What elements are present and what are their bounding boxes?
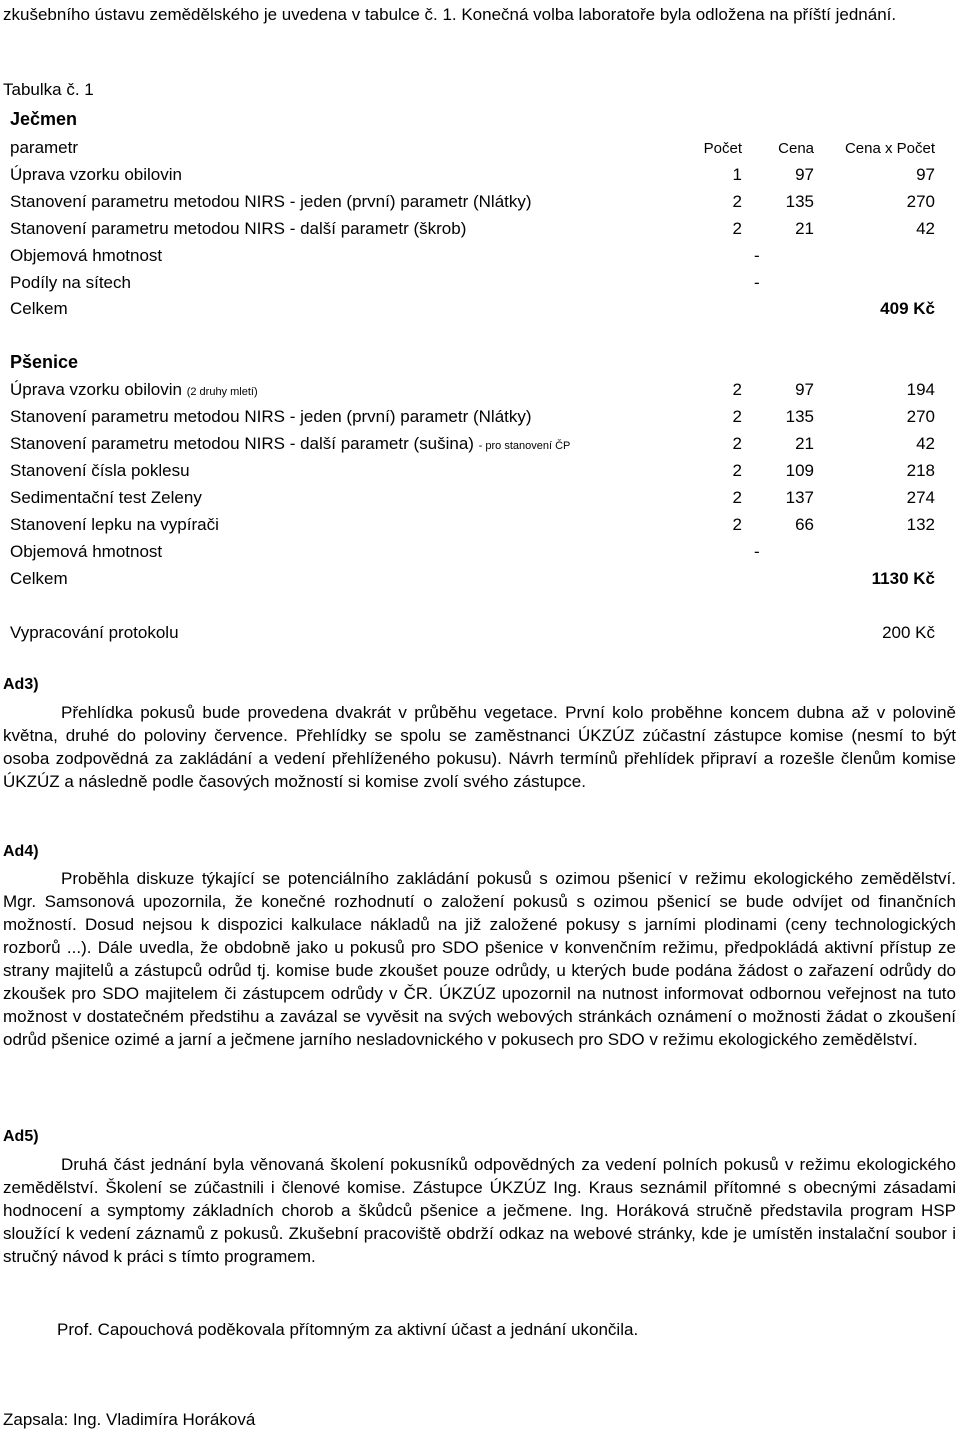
row-label-text: Stanovení čísla poklesu — [10, 461, 190, 480]
row-total: 97 — [916, 165, 935, 184]
row-count: 2 — [732, 407, 742, 426]
barley-sum-row — [0, 299, 960, 323]
row-total: 270 — [906, 407, 935, 426]
row-count: 2 — [732, 380, 742, 399]
sum-label: Celkem — [10, 569, 68, 588]
row-label-text: Stanovení lepku na vypírači — [10, 515, 219, 534]
ad5-label: Ad5) — [3, 1128, 39, 1145]
row-price: 21 — [795, 219, 814, 238]
row-price: 97 — [795, 380, 814, 399]
row-count: 2 — [732, 515, 742, 534]
row-label — [10, 380, 258, 400]
table-row — [0, 488, 960, 512]
row-price: 137 — [785, 488, 814, 507]
header-param: parametr — [10, 138, 79, 157]
row-total: 194 — [906, 380, 935, 399]
row-price: 135 — [785, 407, 814, 426]
row-label-text: Stanovení parametru metodou NIRS - jeden (první) parametr (Nlátky) — [10, 192, 532, 211]
table-row — [0, 542, 960, 566]
row-note: - pro stanovení ČP — [478, 440, 571, 452]
table-row — [0, 165, 960, 189]
row-price: 97 — [795, 165, 814, 184]
table-row — [0, 461, 960, 485]
row-price: 21 — [795, 434, 814, 453]
table-row — [0, 407, 960, 431]
table-row — [0, 380, 960, 404]
row-label — [10, 165, 182, 185]
table-row — [0, 434, 960, 458]
row-label — [10, 488, 202, 508]
row-price: 135 — [785, 192, 814, 211]
row-count: 2 — [732, 461, 742, 480]
row-count: 2 — [732, 192, 742, 211]
row-label-text: Stanovení parametru metodou NIRS - další parametr (škrob) — [10, 219, 467, 238]
table-row — [0, 273, 960, 297]
table-row — [0, 219, 960, 243]
row-label-text: Sedimentační test Zeleny — [10, 488, 202, 507]
table-label: Tabulka č. 1 — [3, 80, 94, 99]
row-label — [10, 273, 131, 293]
row-price: 66 — [795, 515, 814, 534]
section-title-barley: Ječmen — [10, 109, 78, 129]
row-label — [10, 434, 570, 454]
ad3-paragraph: Přehlídka pokusů bude provedena dvakrát v průběhu vegetace. První kolo proběhne koncem dubna až v polovině května, druhé do poloviny července. Přehlídky se spolu se zaměstnanci ÚKZÚZ zúčastní zástupce komise (nesmí to být osoba zodpovědná za zakládání a vedení přehlíženého pokusu). Návrh termínů přehlídek připraví a rozešle členům komise ÚKZÚZ a následně podle časových možností si komise zvolí svého zástupce. — [3, 703, 956, 791]
sum-label: Celkem — [10, 299, 68, 318]
row-count: 2 — [732, 434, 742, 453]
row-total: 132 — [906, 515, 935, 534]
table-row — [0, 192, 960, 216]
row-label-text: Stanovení parametru metodou NIRS - další parametr (sušina) — [10, 434, 474, 453]
row-total: 270 — [906, 192, 935, 211]
intro-paragraph: zkušebního ústavu zemědělského je uvedena v tabulce č. 1. Konečná volba laboratoře byla odložena na příští jednání. — [3, 5, 897, 24]
sum-value: 409 Kč — [880, 299, 935, 318]
ad4-label: Ad4) — [3, 843, 39, 860]
closing-sentence: Prof. Capouchová poděkovala přítomným za aktivní účast a jednání ukončila. — [57, 1320, 639, 1339]
section-title-wheat: Pšenice — [10, 352, 79, 372]
ad5-paragraph: Druhá část jednání byla věnovaná školení pokusníků odpovědných za vedení polních pokusů v režimu ekologického zemědělství. Školení se zúčastnili i členové komise. Zástupce ÚKZÚZ Ing. Kraus seznámil přítomné s obecnými zásadami hodnocení a symptomy základních chorob a škůdců pšenice a ječmene. Ing. Horáková stručně představila program HSP sloužící k vedení záznamů z pokusů. Zkušební pracoviště obdrží odkaz na webové stránky, kde je umístěn instalační soubor i stručný návod k práci s tímto programem. — [3, 1155, 956, 1266]
ad3-label: Ad3) — [3, 676, 39, 693]
row-count: 1 — [732, 165, 742, 184]
table-row — [0, 515, 960, 539]
protocol-row — [0, 623, 960, 647]
row-count: 2 — [732, 488, 742, 507]
row-label-text: Objemová hmotnost — [10, 246, 163, 265]
wheat-sum-row — [0, 569, 960, 593]
row-note: (2 druhy mletí) — [186, 386, 258, 398]
row-price: 109 — [785, 461, 814, 480]
row-label — [10, 461, 190, 481]
header-total: Cena x Počet — [844, 140, 935, 157]
header-count: Počet — [703, 140, 742, 157]
row-label — [10, 219, 466, 239]
row-label-text: Stanovení parametru metodou NIRS - jeden (první) parametr (Nlátky) — [10, 407, 532, 426]
row-total: 42 — [916, 434, 935, 453]
row-label-text: Podíly na sítech — [10, 273, 131, 292]
signature-line: Zapsala: Ing. Vladimíra Horáková — [3, 1410, 256, 1429]
row-label — [10, 246, 162, 266]
row-label — [10, 192, 532, 212]
row-dash: - — [754, 273, 760, 292]
row-label-text: Úprava vzorku obilovin — [10, 380, 182, 399]
row-label-text: Úprava vzorku obilovin — [10, 165, 182, 184]
row-count: 2 — [732, 219, 742, 238]
table-header-row — [0, 138, 960, 162]
row-total: 218 — [906, 461, 935, 480]
protocol-value: 200 Kč — [882, 623, 935, 642]
row-total: 274 — [906, 488, 935, 507]
header-price: Cena — [778, 140, 814, 157]
row-label — [10, 515, 219, 535]
sum-value: 1130 Kč — [871, 569, 935, 588]
row-dash: - — [754, 246, 760, 265]
row-label — [10, 407, 532, 427]
ad4-paragraph: Proběhla diskuze týkající se potenciálního zakládání pokusů s ozimou pšenicí v režimu ekologického zemědělství. Mgr. Samsonová upozornila, že konečné rozhodnutí o založení pokusů s ozimou pšenicí se bude odvíjet od finančních možností. Dosud nejsou k dispozici kalkulace nákladů na již založené pokusy s jarními plodinami (ceny technologických rozborů ...). Dále uvedla, že obdobně jako u pokusů pro SDO pšenice v konvenčním režimu, předpokládá aktivní přístup ze strany majitelů a zástupců odrůd tj. komise bude zkoušet pouze odrůdy, u kterých bude podána žádost o zařazení odrůdy do zkoušek pro SDO majitelem či zástupcem odrůdy v ČR. ÚKZÚZ upozornil na nutnost informovat odbornou veřejnost na tuto možnost v dostatečném předstihu a zavázal se vyvěsit na svých webových stránkách oznámení o možnosti žádat o zkoušení odrůd pšenice ozimé a jarní a ječmene jarního nesladovnického v pokusech pro SDO v režimu ekologického zemědělství. — [3, 869, 956, 1049]
protocol-label: Vypracování protokolu — [10, 623, 179, 642]
table-row — [0, 246, 960, 270]
row-label-text: Objemová hmotnost — [10, 542, 163, 561]
row-total: 42 — [916, 219, 935, 238]
row-dash: - — [754, 542, 760, 561]
row-label — [10, 542, 162, 562]
